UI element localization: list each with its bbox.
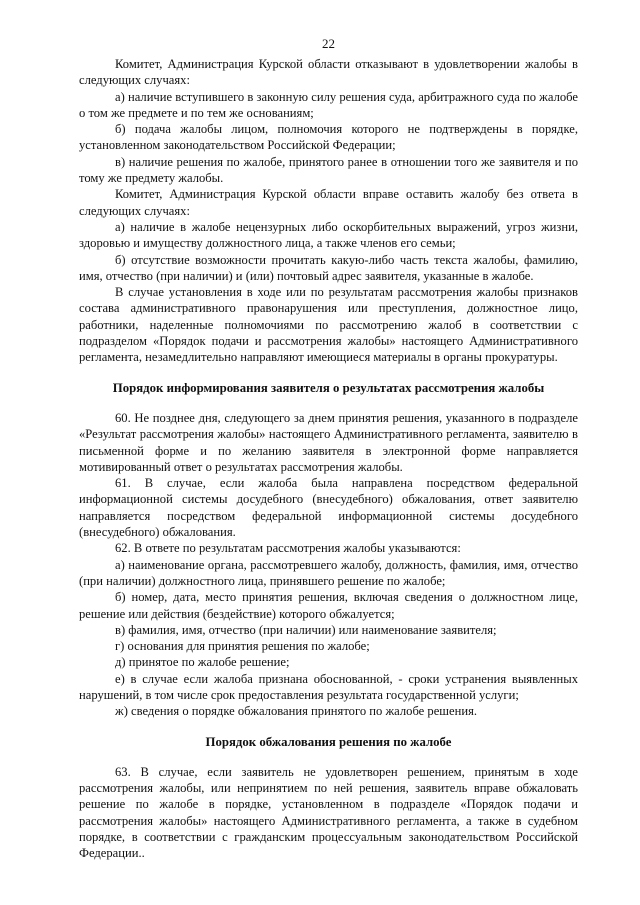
- section-heading: Порядок информирования заявителя о результатах рассмотрения жалобы: [112, 380, 545, 395]
- list-item: д) принятое по жалобе решение;: [115, 655, 290, 670]
- paragraph: Комитет, Администрация Курской области отказывают в удовлетворении жалобы в следующих случаях:: [79, 57, 578, 88]
- document-body: [79, 56, 578, 862]
- list-item: е) в случае если жалоба признана обоснованной, - сроки устранения выявленных нарушений, в том числе срок предоставления результата государственной услуги;: [79, 671, 578, 702]
- paragraph: б) подача жалобы лицом, полномочия которого не подтверждены в порядке, установленном законодательством Российской Федерации;: [79, 122, 578, 153]
- spacer: [79, 750, 578, 764]
- paragraph: 63. В случае, если заявитель не удовлетворен решением, принятым в ходе рассмотрения жалобы, или непринятием по ней решения, заявитель вправе обжаловать решение по жалобе в порядке, установленном в подразделе «Порядок подачи и рассмотрения жалобы» настоящего Административного регламента, а также в судебном порядке, в соответствии с гражданским процессуальным законодательством Российской Федерации..: [79, 764, 578, 861]
- list-item: ж) сведения о порядке обжалования принятого по жалобе решения.: [115, 704, 478, 719]
- paragraph: а) наличие вступившего в законную силу решения суда, арбитражного суда по жалобе о том же предмете и по тем же основаниям;: [79, 89, 578, 120]
- page-number: 22: [322, 36, 335, 51]
- spacer: [79, 396, 578, 410]
- paragraph: в) наличие решения по жалобе, принятого ранее в отношении того же заявителя и по тому же предмету жалобы.: [79, 154, 578, 186]
- spacer: [79, 720, 578, 734]
- paragraph: Комитет, Администрация Курской области вправе оставить жалобу без ответа в следующих случаях:: [79, 187, 578, 218]
- list-item: а) наименование органа, рассмотревшего жалобу, должность, фамилия, имя, отчество (при наличии) должностного лица, принявшего решение по жалобе;: [79, 557, 578, 588]
- paragraph: 61. В случае, если жалоба была направлена посредством федеральной информационной системы досудебного (внесудебного) обжалования, ответ заявителю направляется посредством федеральной информационной системы досудебного (внесудебного) обжалования.: [79, 476, 578, 540]
- paragraph: 60. Не позднее дня, следующего за днем принятия решения, указанного в подразделе «Результат рассмотрения жалобы» настоящего Административного регламента, заявителю в письменной форме и по желанию заявителя в электронной форме направляется мотивированный ответ о результатах рассмотрения жалобы.: [79, 410, 578, 474]
- spacer: [79, 366, 578, 380]
- paragraph: 62. В ответе по результатам рассмотрения жалобы указываются:: [115, 541, 461, 556]
- list-item: г) основания для принятия решения по жалобе;: [115, 639, 370, 654]
- paragraph: а) наличие в жалобе нецензурных либо оскорбительных выражений, угроз жизни, здоровью и имуществу должностного лица, а также членов его семьи;: [79, 219, 578, 251]
- list-item: б) номер, дата, место принятия решения, включая сведения о должностном лице, решение или действия (бездействие) которого обжалуется;: [79, 590, 578, 621]
- list-item: в) фамилия, имя, отчество (при наличии) или наименование заявителя;: [115, 622, 497, 637]
- paragraph: б) отсутствие возможности прочитать какую-либо часть текста жалобы, фамилию, имя, отчество (при наличии) и (или) почтовый адрес заявителя, указанные в жалобе.: [79, 252, 578, 283]
- paragraph: В случае установления в ходе или по результатам рассмотрения жалобы признаков состава административного правонарушения или преступления, должностное лицо, работники, наделенные полномочиями по рассмотрению жалоб в соответствии с подразделом «Порядок подачи и рассмотрения жалобы» настоящего Административного регламента, незамедлительно направляют имеющиеся материалы в органы прокуратуры.: [79, 285, 578, 365]
- section-heading: Порядок обжалования решения по жалобе: [205, 734, 452, 749]
